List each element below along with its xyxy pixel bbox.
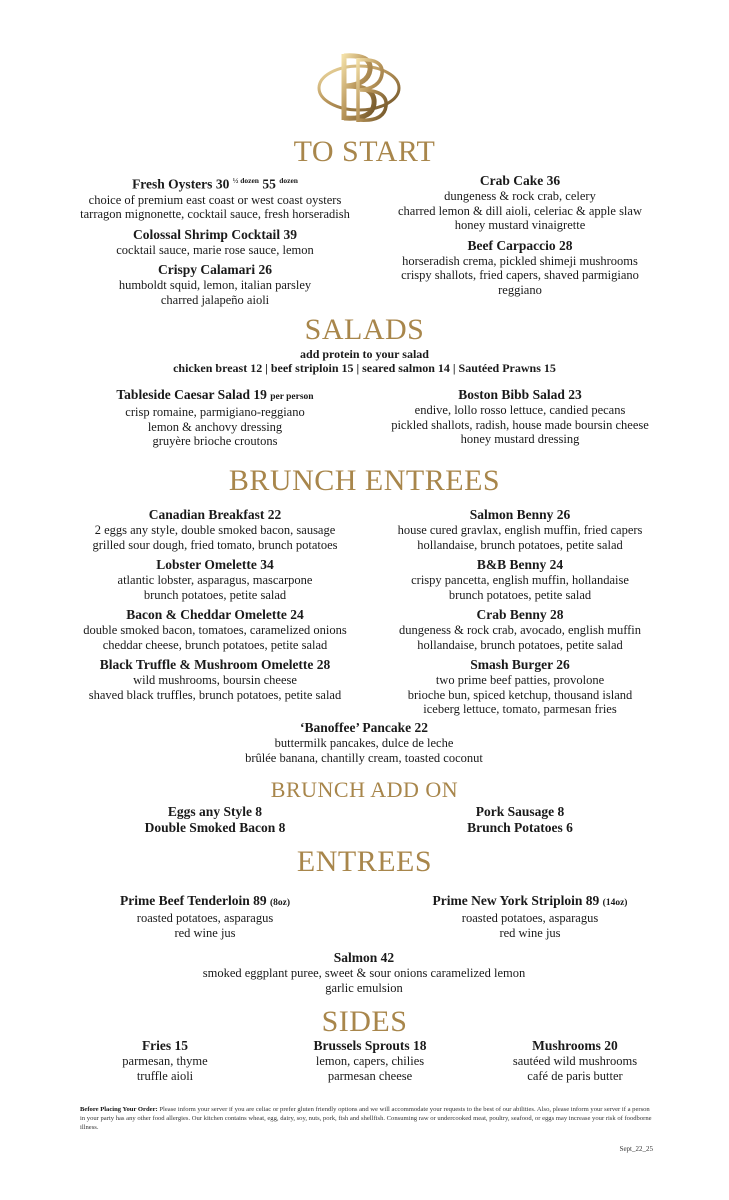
menu-item-fries [80,1038,250,1083]
menu-item-banoffee-pancake [164,720,564,765]
item-name: Lobster Omelette 34 [156,557,274,572]
entrees-right-column [385,893,675,945]
item-description: pickled shallots, radish, house made boursin cheese [391,417,649,432]
disclaimer-label: Before Placing Your Order: [80,1106,158,1113]
item-description: iceberg lettuce, tomato, parmesan fries [423,702,617,716]
item-note: (8oz) [269,898,291,908]
item-description: honey mustard dressing [460,432,580,446]
item-description: red wine jus [174,925,236,940]
item-description: choice of premium east coast or west coast oysters [88,192,342,207]
item-name: Colossal Shrimp Cocktail 39 [133,226,297,242]
item-name: Fresh Oysters [132,176,213,192]
menu-item-tenderloin [60,893,350,940]
section-title-entrees: ENTREES [296,845,433,878]
item-description: cocktail sauce, marie rose sauce, lemon [116,242,314,257]
to-start-right-column [375,173,665,302]
menu-item-caesar [60,387,370,449]
item-unit: dozen [279,176,298,185]
bb-monogram-icon [314,48,404,126]
item-description: charred jalapeño aioli [160,292,270,307]
allergy-disclaimer [80,1106,655,1132]
item-name: Salmon 42 [333,950,395,965]
brunch-left-column [60,507,370,707]
item-name: Canadian Breakfast 22 [148,507,282,522]
item-name: ‘Banoffee’ Pancake 22 [300,720,428,735]
item-description: double smoked bacon, tomatoes, caramelized onions [83,623,347,637]
menu-item-add-on [60,804,370,836]
sides-middle-column [280,1038,460,1088]
menu-item-salmon-benny [375,507,665,552]
item-note: per person [270,392,314,402]
section-title-to-start: TO START [293,135,436,168]
item-name: Brunch Potatoes 6 [467,820,573,835]
item-name: Crab Cake 36 [479,173,561,188]
item-description: sautéed wild mushrooms [512,1054,638,1068]
disclaimer-text: Please inform your server if you are celiac or prefer gluten friendly options and we will accommodate your requests to the best of our abilities. Also, please inform your server if a person in your party has any other food allergies. Our kitchen contains wheat, egg, dairy, soy, nuts, pork, fish and shellfish. Consuming raw or undercooked meat, poultry, seafood, or eggs may increase your risk of foodborne illness. [80,1106,652,1131]
item-description: atlantic lobster, asparagus, mascarpone [117,573,313,587]
menu-item-add-on [375,804,665,836]
to-start-left-column [60,173,370,312]
item-description: honey mustard vinaigrette [454,218,586,232]
item-name: Salmon Benny 26 [469,507,571,522]
item-description: wild mushrooms, boursin cheese [133,673,297,687]
item-name: Eggs any Style 8 [167,804,263,819]
item-description: two prime beef patties, provolone [435,673,605,687]
item-description: house cured gravlax, english muffin, fried capers [397,523,643,537]
sides-right-column [470,1038,680,1088]
item-description: buttermilk pancakes, dulce de leche [274,736,454,750]
item-description: brûlée banana, chantilly cream, toasted coconut [245,750,483,765]
menu-item-striploin [385,893,675,940]
menu-item-truffle-omelette [60,657,370,702]
menu-item-salmon [124,950,604,995]
item-description: crisp romaine, parmigiano-reggiano [125,405,305,419]
item-description: truffle aioli [136,1068,194,1083]
item-description: crispy pancetta, english muffin, hollandaise [411,573,629,587]
add-on-right-column [375,804,665,836]
menu-item-bacon-cheddar-omelette [60,607,370,652]
salads-left-column [60,387,370,454]
item-description: grilled sour dough, fried tomato, brunch potatoes [92,537,338,552]
menu-item-crab-cake [375,173,665,233]
section-title-salads: SALADS [304,313,425,346]
item-unit: ½ dozen [232,176,259,185]
menu-item-crab-benny [375,607,665,652]
item-name: Crab Benny 28 [476,607,564,622]
brunch-center-column [164,720,564,770]
item-name: Crispy Calamari 26 [158,262,272,277]
item-description: endive, lollo rosso lettuce, candied pecans [414,403,626,417]
item-description: lemon & anchovy dressing [147,419,283,434]
entrees-center-column [124,950,604,1000]
item-name: Smash Burger 26 [470,657,570,672]
menu-item-brussels-sprouts [280,1038,460,1083]
item-description: horseradish crema, pickled shimeji mushrooms [402,253,638,268]
item-description: gruyère brioche croutons [152,434,278,448]
item-description: cheddar cheese, brunch potatoes, petite salad [102,637,328,652]
menu-item-carpaccio [375,238,665,298]
item-description: roasted potatoes, asparagus [461,911,599,925]
date-code: Sept_22_25 [619,1145,653,1153]
item-description: tarragon mignonette, cocktail sauce, fresh horseradish [80,207,350,221]
protein-options: chicken breast 12 | beef striploin 15 | seared salmon 14 | Sautéed Prawns 15 [173,361,556,375]
item-description: lemon, capers, chilies [315,1054,425,1068]
item-description: smoked eggplant puree, sweet & sour onions caramelized lemon [202,966,526,980]
item-description: reggiano [498,282,542,297]
item-description: crispy shallots, fried capers, shaved parmigiano [401,268,639,282]
item-description: roasted potatoes, asparagus [136,911,274,925]
protein-title: add protein to your salad [300,347,429,361]
menu-item-shrimp [60,227,370,258]
item-description: brunch potatoes, petite salad [143,587,287,602]
section-title-brunch-entrees: BRUNCH ENTREES [228,464,501,497]
item-name: Bacon & Cheddar Omelette 24 [126,607,304,622]
entrees-left-column [60,893,350,945]
item-description: humboldt squid, lemon, italian parsley [118,278,312,292]
item-name: Pork Sausage 8 [475,804,565,819]
item-description: garlic emulsion [325,980,403,995]
item-name: Black Truffle & Mushroom Omelette 28 [99,657,331,672]
item-description: dungeness & rock crab, avocado, english muffin [398,623,642,637]
item-name: Prime New York Striploin 89 [432,893,600,908]
item-description: dungeness & rock crab, celery [444,189,596,203]
item-name: B&B Benny 24 [476,557,564,572]
item-note: (14oz) [602,898,628,908]
menu-item-bb-benny [375,557,665,602]
menu-item-bibb [375,387,665,447]
item-description: hollandaise, brunch potatoes, petite salad [417,537,623,552]
item-name: Prime Beef Tenderloin 89 [119,893,267,908]
menu-item-calamari [60,262,370,307]
menu-item-smash-burger [375,657,665,717]
item-name: Tableside Caesar Salad 19 [116,387,267,402]
item-description: parmesan, thyme [122,1054,208,1068]
brunch-right-column [375,507,665,722]
item-description: red wine jus [499,925,561,940]
item-description: café de paris butter [527,1068,623,1083]
item-description: parmesan cheese [327,1068,413,1083]
section-title-sides: SIDES [321,1005,408,1038]
menu-item-mushrooms [470,1038,680,1083]
item-price: 30 [215,176,230,192]
item-price: 55 [262,176,276,192]
menu-item-lobster-omelette [60,557,370,602]
item-name: Beef Carpaccio 28 [467,237,573,253]
item-description: brioche bun, spiced ketchup, thousand island [407,687,633,702]
item-name: Fries 15 [141,1038,189,1053]
sides-left-column [80,1038,250,1088]
menu-item-canadian-breakfast [60,507,370,552]
menu-item-oysters [60,173,370,222]
item-description: 2 eggs any style, double smoked bacon, sausage [94,523,336,537]
item-description: hollandaise, brunch potatoes, petite salad [417,637,623,652]
add-on-left-column [60,804,370,836]
item-name: Brussels Sprouts 18 [313,1038,427,1053]
item-description: brunch potatoes, petite salad [448,587,592,602]
item-description: shaved black truffles, brunch potatoes, petite salad [88,687,342,702]
item-name: Boston Bibb Salad 23 [458,387,582,402]
item-name: Double Smoked Bacon 8 [144,820,286,835]
item-name: Mushrooms 20 [532,1038,618,1053]
section-title-brunch-add-on: BRUNCH ADD ON [270,777,459,802]
item-description: charred lemon & dill aioli, celeriac & apple slaw [397,203,642,218]
salads-right-column [375,387,665,452]
